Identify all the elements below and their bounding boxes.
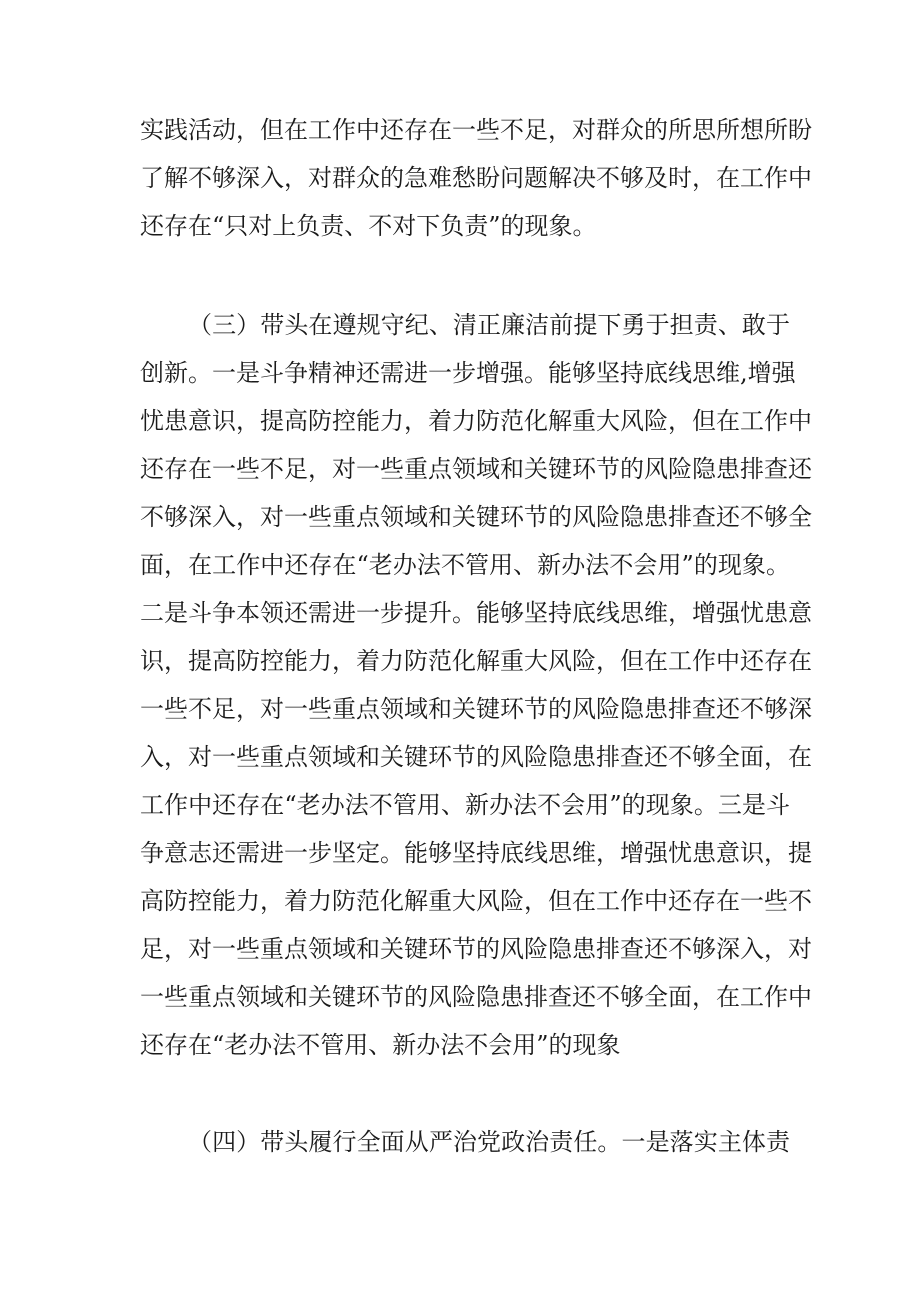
text-line: 争意志还需进一步坚定。能够坚持底线思维，增强忧患意识，提 <box>140 839 812 867</box>
text-line: 一些重点领域和关键环节的风险隐患排查还不够全面，在工作中 <box>140 983 812 1011</box>
text-line: 工作中还存在“老办法不管用、新办法不会用”的现象。三是斗 <box>140 791 790 819</box>
text-line: 了解不够深入，对群众的急难愁盼问题解决不够及时，在工作中 <box>140 164 812 192</box>
text-line: 创新。一是斗争精神还需进一步增强。能够坚持底线思维,增强 <box>140 359 796 387</box>
text-line: 面，在工作中还存在“老办法不管用、新办法不会用”的现象。 <box>140 551 790 579</box>
text-line: 高防控能力，着力防范化解重大风险，但在工作中还存在一些不 <box>140 887 812 915</box>
text-line: 一些不足，对一些重点领域和关键环节的风险隐患排查还不够深 <box>140 695 812 723</box>
text-line: 还存在一些不足，对一些重点领域和关键环节的风险隐患排查还 <box>140 455 812 483</box>
text-line: 忧患意识，提高防控能力，着力防范化解重大风险，但在工作中 <box>140 407 812 435</box>
text-line: 识，提高防控能力，着力防范化解重大风险，但在工作中还存在 <box>140 647 812 675</box>
text-line: 入，对一些重点领域和关键环节的风险隐患排查还不够全面，在 <box>140 743 812 771</box>
section-heading-line: （四）带头履行全面从严治党政治责任。一是落实主体责 <box>188 1128 790 1156</box>
text-line: 还存在“只对上负责、不对下负责”的现象。 <box>140 212 597 240</box>
text-line: 实践活动，但在工作中还存在一些不足，对群众的所思所想所盼 <box>140 116 812 144</box>
text-line: 足，对一些重点领域和关键环节的风险隐患排查还不够深入，对 <box>140 935 812 963</box>
text-line: 二是斗争本领还需进一步提升。能够坚持底线思维，增强忧患意 <box>140 599 812 627</box>
text-line: 不够深入，对一些重点领域和关键环节的风险隐患排查还不够全 <box>140 503 812 531</box>
text-line: 还存在“老办法不管用、新办法不会用”的现象 <box>140 1031 621 1059</box>
section-heading-line: （三）带头在遵规守纪、清正廉洁前提下勇于担责、敢于 <box>188 311 790 339</box>
